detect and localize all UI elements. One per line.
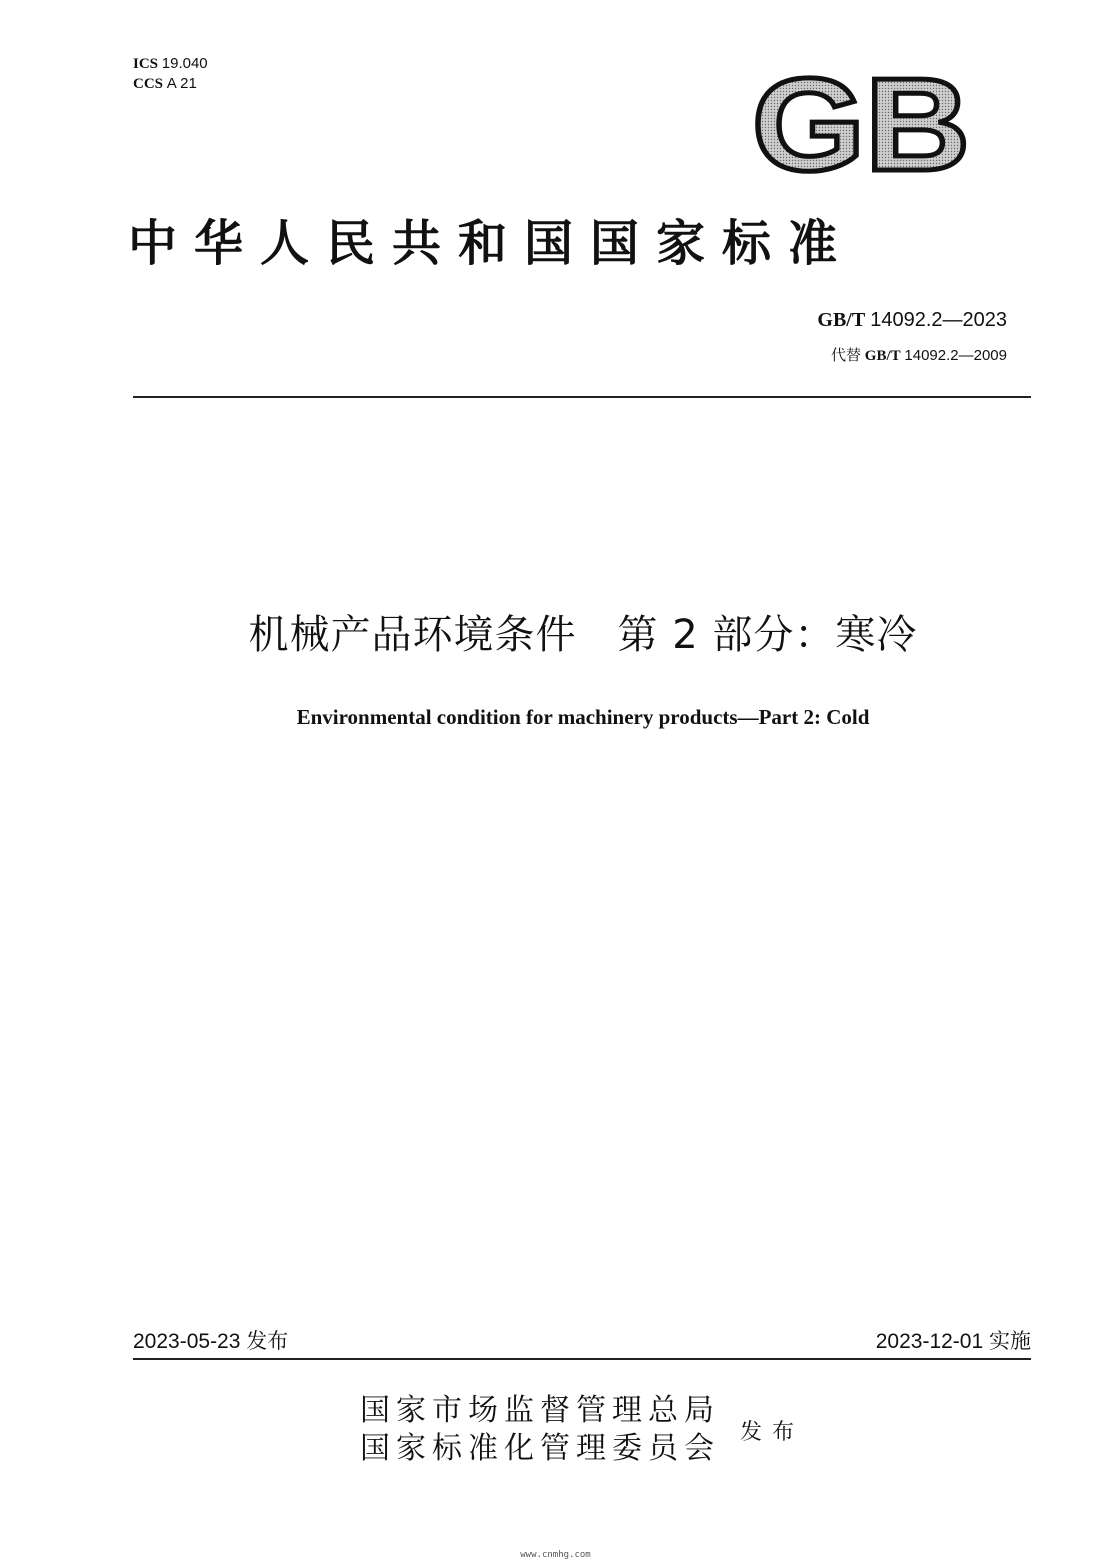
gb-logo-text: GB xyxy=(752,66,970,178)
replaces-prefix: GB/T xyxy=(864,348,901,364)
standard-number-value: 14092.2—2023 xyxy=(870,309,1007,331)
header-divider xyxy=(133,396,1031,398)
national-standard-title: 中华人民共和国国家标准 xyxy=(128,214,855,272)
ccs-label: CCS xyxy=(133,76,164,92)
ics-label: ICS xyxy=(133,56,159,72)
issue-date: 2023-05-23 发布 xyxy=(133,1330,289,1353)
replaces-standard xyxy=(831,344,1007,365)
ics-code xyxy=(133,55,208,73)
ics-value: 19.040 xyxy=(161,55,208,72)
publish-label: 发布 xyxy=(740,1420,805,1445)
ccs-value: A 21 xyxy=(166,75,197,92)
watermark-url: www.cnmhg.com xyxy=(520,1550,591,1560)
standard-number xyxy=(817,309,1007,332)
issuer-sac: 国家标准化管理委员会 xyxy=(360,1431,720,1466)
gb-logo xyxy=(752,66,972,178)
replaces-number: 14092.2—2009 xyxy=(904,347,1007,364)
ccs-code xyxy=(133,75,197,93)
standard-prefix: GB/T xyxy=(817,309,866,331)
issuer-samr: 国家市场监督管理总局 xyxy=(360,1393,720,1428)
document-title-english: Environmental condition for machinery products—Part 2: Cold xyxy=(296,705,870,729)
footer-divider xyxy=(133,1358,1031,1360)
replaces-word: 代替 xyxy=(831,347,862,364)
document-title-chinese: 机械产品环境条件 第 2 部分：寒冷 xyxy=(248,612,918,658)
implementation-date: 2023-12-01 实施 xyxy=(875,1330,1031,1353)
